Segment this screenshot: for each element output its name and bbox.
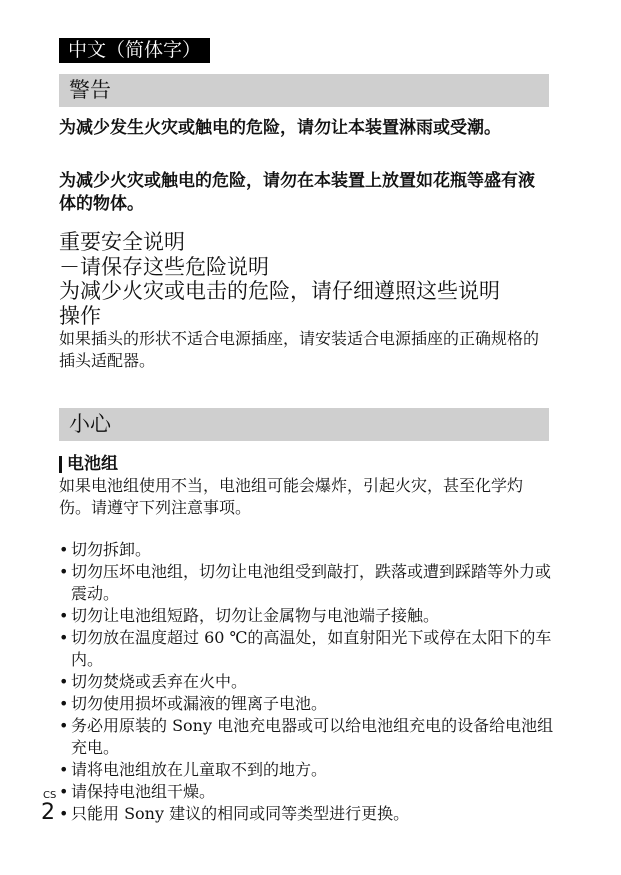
page-language-code: CS xyxy=(43,790,57,801)
bullet: • xyxy=(59,782,69,801)
warning-paragraph-liquid: 为减少火灾或触电的危险，请勿在本装置上放置如花瓶等盛有液体的物体。 xyxy=(59,171,535,214)
battery-intro-paragraph: 如果电池组使用不当，电池组可能会爆炸，引起火灾，甚至化学灼伤。请遵守下列注意事项。 xyxy=(59,476,524,517)
list-item-text: 切勿使用损坏或漏液的锂离子电池。 xyxy=(71,694,328,713)
list-item xyxy=(59,759,554,781)
safety-heading-line: 操作 xyxy=(59,303,101,328)
list-item xyxy=(59,715,554,759)
bullet: • xyxy=(59,606,69,625)
warning-section-title: 警告 xyxy=(59,74,549,107)
bullet: • xyxy=(59,562,69,581)
list-item-text: 切勿拆卸。 xyxy=(71,540,152,559)
safety-heading-line: 重要安全说明 xyxy=(59,230,185,254)
list-item xyxy=(59,561,554,605)
list-item xyxy=(59,539,554,561)
list-item xyxy=(59,803,554,825)
list-item-text: 切勿焚烧或丢弃在火中。 xyxy=(71,672,248,691)
battery-heading xyxy=(59,453,118,475)
safety-heading xyxy=(59,230,559,328)
battery-heading-label: 电池组 xyxy=(67,454,118,474)
bullet: • xyxy=(59,804,69,823)
heading-marker xyxy=(59,456,62,473)
battery-precautions-list xyxy=(59,539,554,825)
list-item-text: 请将电池组放在儿童取不到的地方。 xyxy=(71,760,328,779)
plug-adapter-instruction: 如果插头的形状不适合电源插座，请安装适合电源插座的正确规格的插头适配器。 xyxy=(59,329,540,370)
bullet: • xyxy=(59,540,69,559)
language-tab: 中文（简体字） xyxy=(59,38,210,63)
bullet: • xyxy=(59,672,69,691)
list-item-text: 切勿放在温度超过 60 ℃的高温处，如直射阳光下或停在太阳下的车内。 xyxy=(71,628,552,669)
list-item-text: 只能用 Sony 建议的相同或同等类型进行更换。 xyxy=(71,804,410,823)
warning-paragraph-rain: 为减少发生火灾或触电的危险，请勿让本装置淋雨或受潮。 xyxy=(59,118,501,138)
list-item-text: 务必用原装的 Sony 电池充电器或可以给电池组充电的设备给电池组充电。 xyxy=(71,716,554,757)
list-item xyxy=(59,605,554,627)
caution-section-title: 小心 xyxy=(59,408,549,441)
safety-heading-line: 为减少火灾或电击的危险，请仔细遵照这些说明 xyxy=(59,279,500,303)
list-item xyxy=(59,781,554,803)
bullet: • xyxy=(59,628,69,647)
list-item xyxy=(59,627,554,671)
list-item-text: 切勿让电池组短路，切勿让金属物与电池端子接触。 xyxy=(71,606,440,625)
list-item xyxy=(59,693,554,715)
bullet: • xyxy=(59,760,69,779)
bullet: • xyxy=(59,694,69,713)
page-number: 2 xyxy=(41,800,55,825)
safety-heading-line: －请保存这些危险说明 xyxy=(59,254,269,279)
list-item-text: 切勿压坏电池组，切勿让电池组受到敲打，跌落或遭到踩踏等外力或震动。 xyxy=(71,562,552,603)
bullet: • xyxy=(59,716,69,735)
list-item xyxy=(59,671,554,693)
list-item-text: 请保持电池组干燥。 xyxy=(71,782,216,801)
